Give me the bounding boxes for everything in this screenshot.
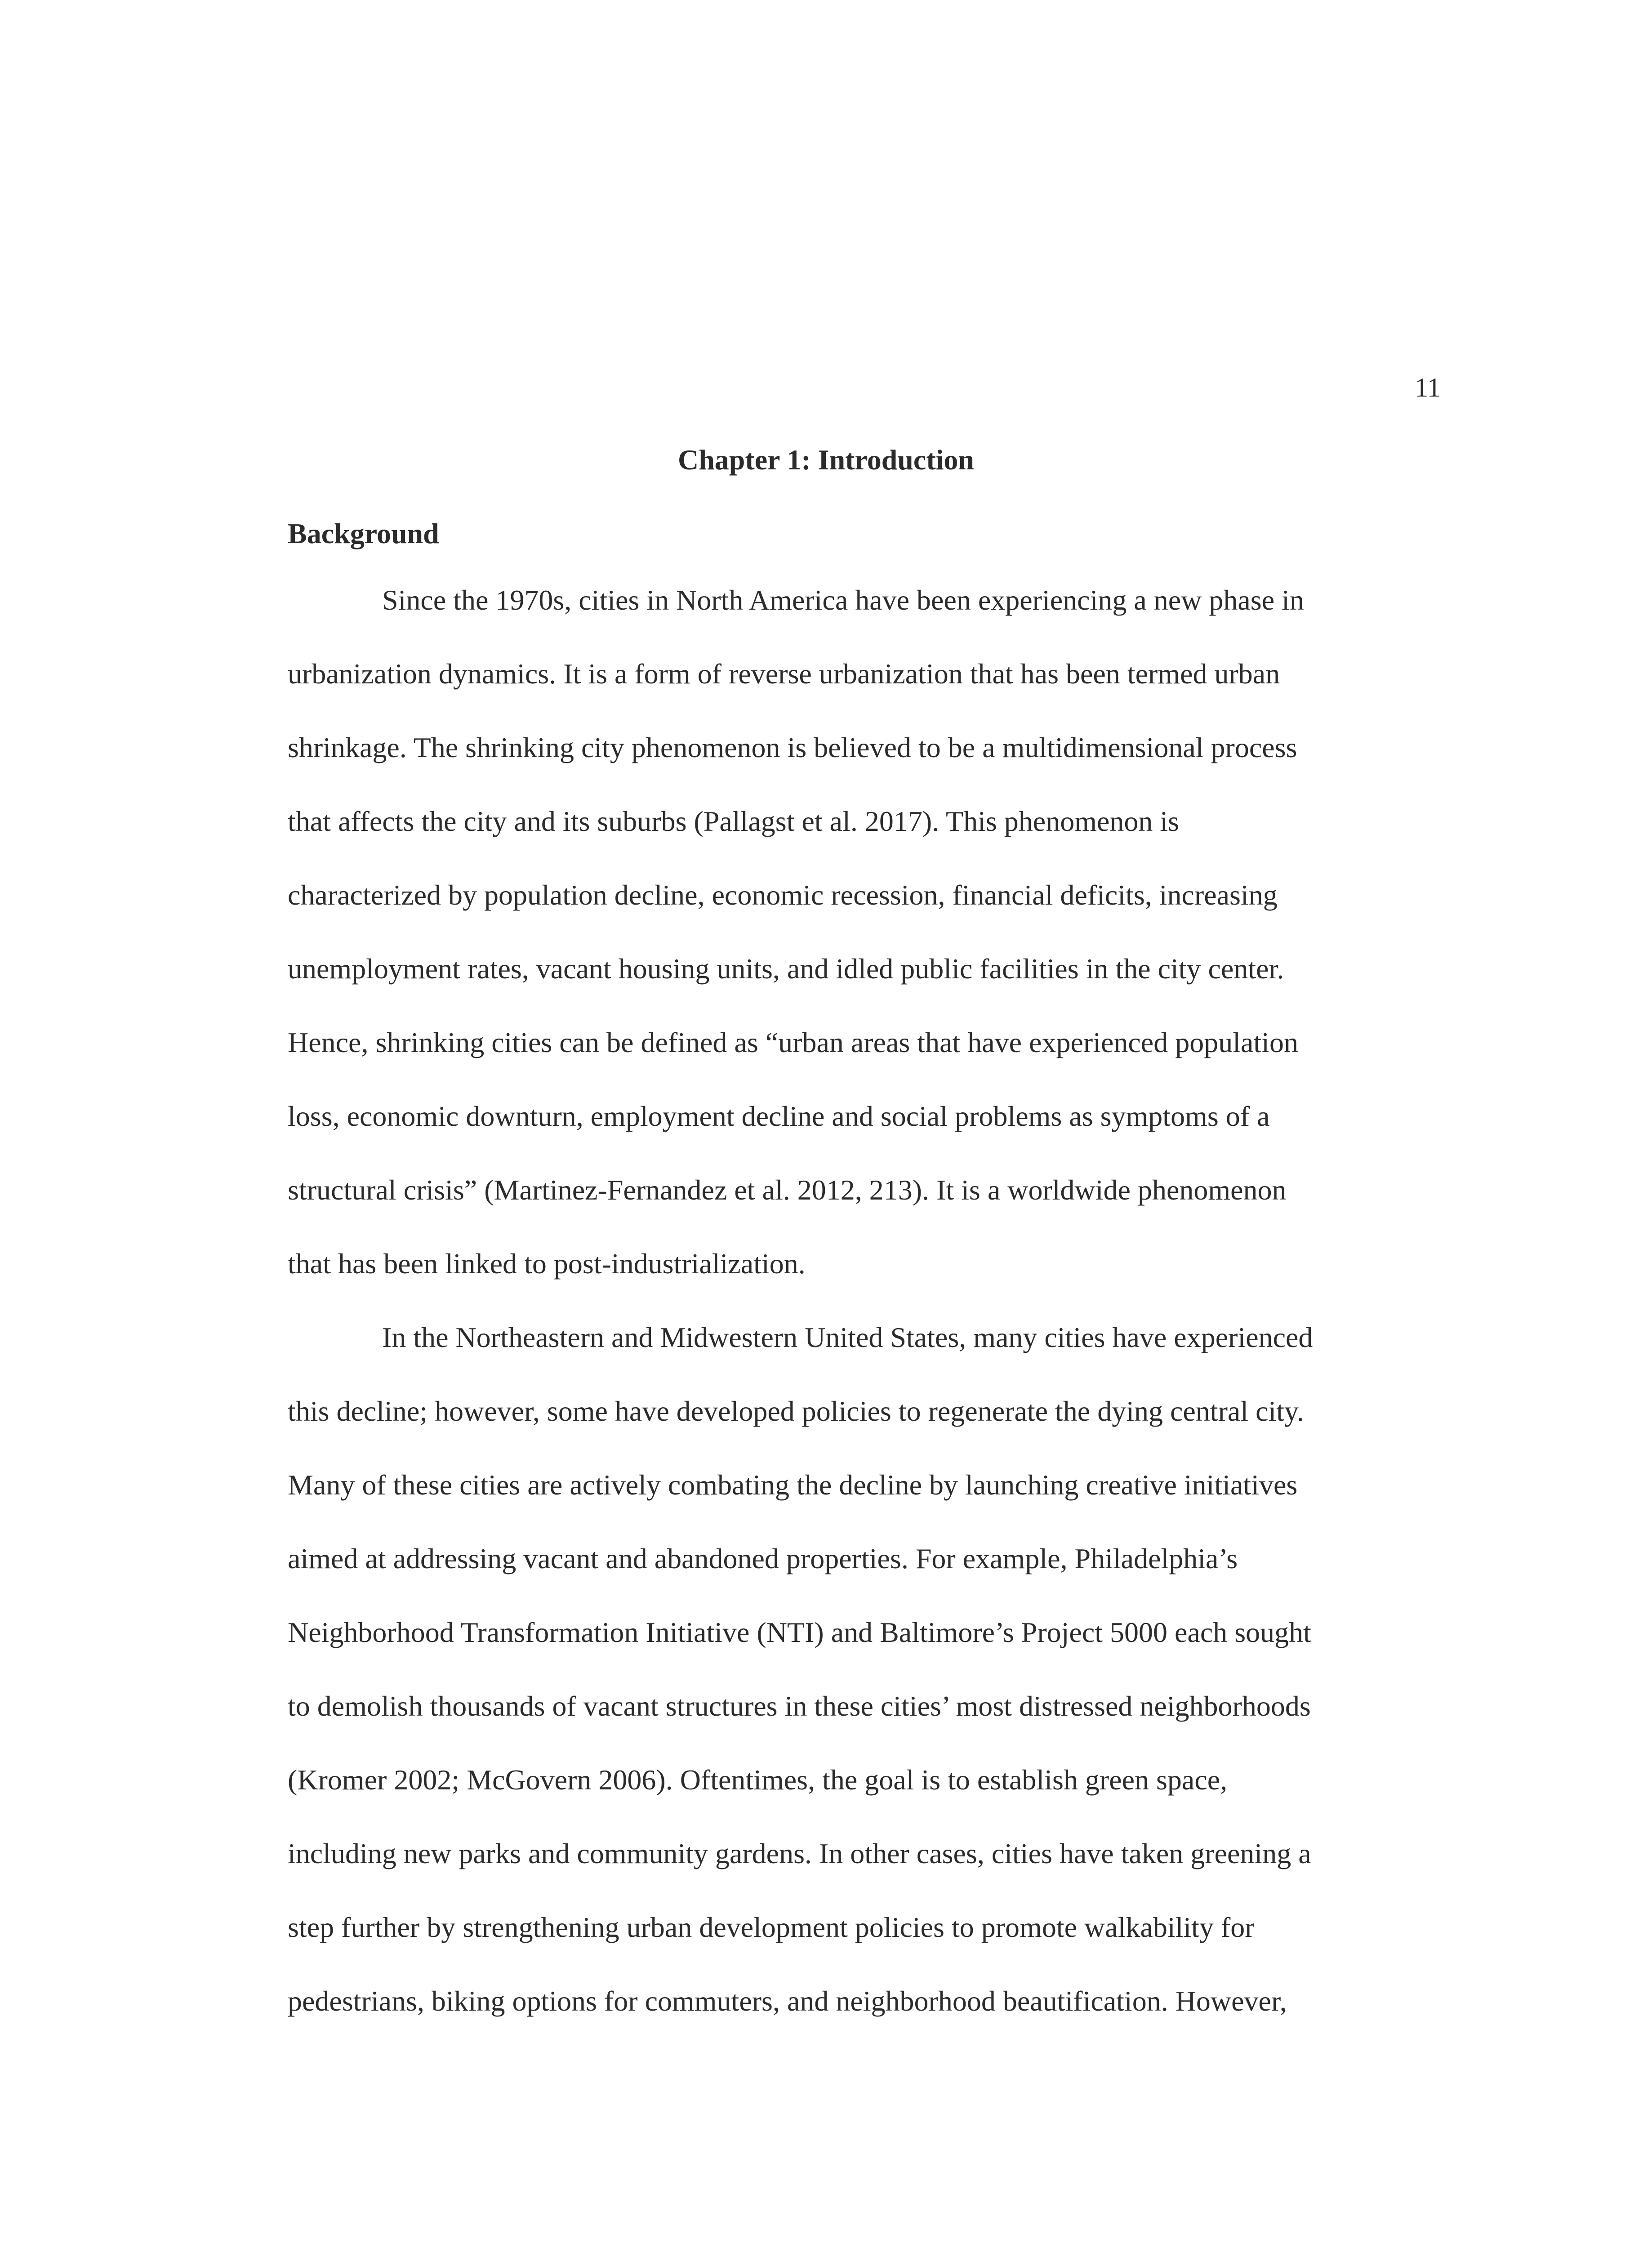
body-text (288, 580, 1420, 2055)
chapter-title: Chapter 1: Introduction (677, 444, 975, 476)
paragraph-line: urbanization dynamics. It is a form of reverse urbanization that has been termed urban (288, 658, 1280, 690)
paragraph-line: loss, economic downturn, employment decline and social problems as symptoms of a (288, 1100, 1270, 1132)
paragraph-line: that has been linked to post-industrialization. (288, 1248, 806, 1280)
paragraph-line: pedestrians, biking options for commuters, and neighborhood beautification. However, (288, 1985, 1287, 2017)
paragraph-line: characterized by population decline, economic recession, financial deficits, increasing (288, 879, 1278, 911)
paragraph-line: that affects the city and its suburbs (Pallagst et al. 2017). This phenomenon is (288, 805, 1180, 837)
paragraph-line: (Kromer 2002; McGovern 2006). Oftentimes, the goal is to establish green space, (288, 1764, 1228, 1796)
paragraph-line: including new parks and community gardens. In other cases, cities have taken greening a (288, 1838, 1311, 1869)
paragraph-line: this decline; however, some have developed policies to regenerate the dying central city. (288, 1395, 1304, 1427)
paragraph-line: aimed at addressing vacant and abandoned properties. For example, Philadelphia’s (288, 1543, 1238, 1574)
paragraph-line: Hence, shrinking cities can be defined as “urban areas that have experienced population (288, 1026, 1298, 1058)
section-heading: Background (288, 517, 439, 549)
paragraph-line: unemployment rates, vacant housing units, and idled public facilities in the city center. (288, 953, 1284, 985)
page-number: 11 (1415, 373, 1441, 402)
paragraph-line: Since the 1970s, cities in North America have been experiencing a new phase in (382, 584, 1304, 616)
paragraph-line: to demolish thousands of vacant structures in these cities’ most distressed neighborhoods (288, 1690, 1311, 1722)
paragraph-line: structural crisis” (Martinez-Fernandez et al. 2012, 213). It is a worldwide phenomenon (288, 1174, 1287, 1206)
paragraph-line: step further by strengthening urban development policies to promote walkability for (288, 1911, 1255, 1943)
paragraph-line: shrinkage. The shrinking city phenomenon is believed to be a multidimensional process (288, 731, 1297, 763)
paragraph-line: Neighborhood Transformation Initiative (NTI) and Baltimore’s Project 5000 each sought (288, 1616, 1311, 1648)
paragraph-line: In the Northeastern and Midwestern United States, many cities have experienced (382, 1321, 1313, 1353)
paragraph-line: Many of these cities are actively combating the decline by launching creative initiatives (288, 1469, 1298, 1501)
